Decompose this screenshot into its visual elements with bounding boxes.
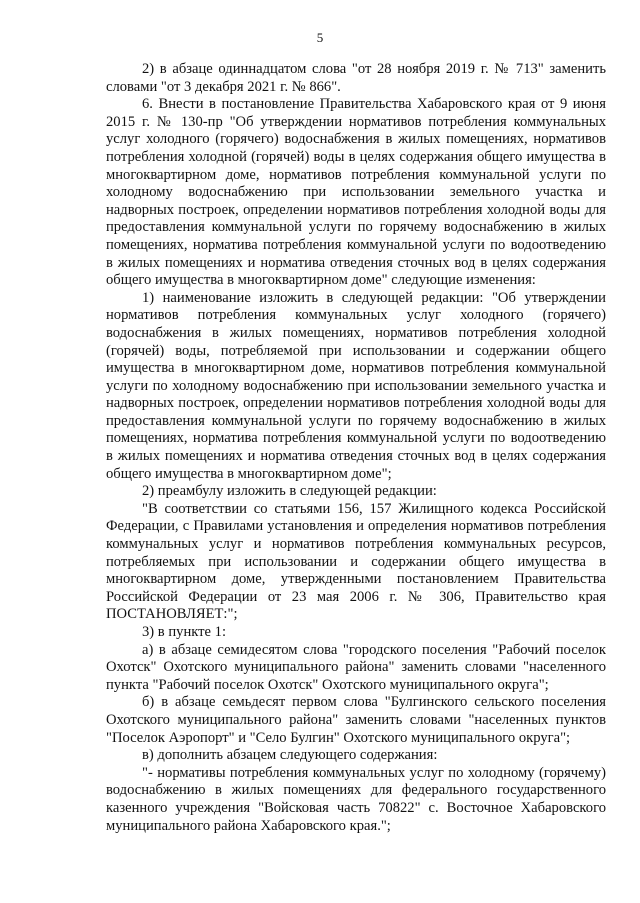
paragraph-subitem-3: 3) в пункте 1: [142,624,227,640]
paragraph-amendment-2: 2) в абзаце одиннадцатом слова "от 28 ноября 2019 г. № 713" заменить словами "от 3 декабря 2021 г. № 866". [106,61,606,95]
document-body [106,61,606,835]
paragraph-new-abzac: "- нормативы потребления коммунальных услуг по холодному (горячему) водоснабжению в жилых помещениях для федерального государственного казенного учреждения "Войсковая часть 70822" с. Восточное Хабаровского муниципального района Хабаровского края."; [106,764,606,834]
paragraph-subitem-3a: а) в абзаце семидесятом слова "городского поселения "Рабочий поселок Охотск" Охотского муниципального района" заменить словами "населенного пункта "Рабочий поселок Охотск" Охотского муниципального округа"; [106,641,606,693]
paragraph-preamble: "В соответствии со статьями 156, 157 Жилищного кодекса Российской Федерации, с Правилами установления и определения нормативов потребления коммунальных услуг и нормативов потребления коммунальных ресурсов, потребляемых при использовании и содержании общего имущества в многоквартирном доме, утвержденными постановлением Правительства Российской Федерации от 23 мая 2006 г. № 306, Правительство края ПОСТАНОВЛЯЕТ:"; [106,500,606,623]
paragraph-subitem-2: 2) преамбулу изложить в следующей редакции: [142,483,437,500]
paragraph-item-6: 6. Внести в постановление Правительства Хабаровского края от 9 июня 2015 г. № 130-пр "Об утверждении нормативов потребления коммунальных услуг холодного (горячего) водоснабжения в жилых помещениях, нормативов потребления холодной (горячей) воды в целях содержания общего имущества в многоквартирном доме, нормативов потребления коммунальной услуги по холодному водоснабжению при использовании земельного участка и надворных построек, определении нормативов потребления холодной воды для предоставления коммунальной услуги по горячему водоснабжению в жилых помещениях, норматива потребления коммунальной услуги по водоотведению в жилых помещениях и норматива отведения сточных вод в целях содержания общего имущества в многоквартирном доме" следующие изменения: [106,96,606,289]
page-number: 5 [316,30,324,45]
paragraph-subitem-1: 1) наименование изложить в следующей редакции: "Об утверждении нормативов потребления коммунальных услуг холодного (горячего) водоснабжения в жилых помещениях, нормативов потребления холодной (горячей) воды, потребляемой при использовании и содержании общего имущества в многоквартирном доме, нормативов потребления коммунальной услуги по холодному водоснабжению при использовании земельного участка и надворных построек, определении нормативов потребления холодной воды для предоставления коммунальной услуги по горячему водоснабжению в жилых помещениях, норматива потребления коммунальной услуги по водоотведению в жилых помещениях и норматива отведения сточных вод в целях содержания общего имущества в многоквартирном доме"; [106,289,606,482]
paragraph-subitem-3v: в) дополнить абзацем следующего содержания: [142,747,438,764]
paragraph-subitem-3b: б) в абзаце семьдесят первом слова "Булгинского сельского поселения Охотского муниципального района" заменить словами "населенных пунктов "Поселок Аэропорт" и "Село Булгин" Охотского муниципального округа"; [106,694,606,746]
